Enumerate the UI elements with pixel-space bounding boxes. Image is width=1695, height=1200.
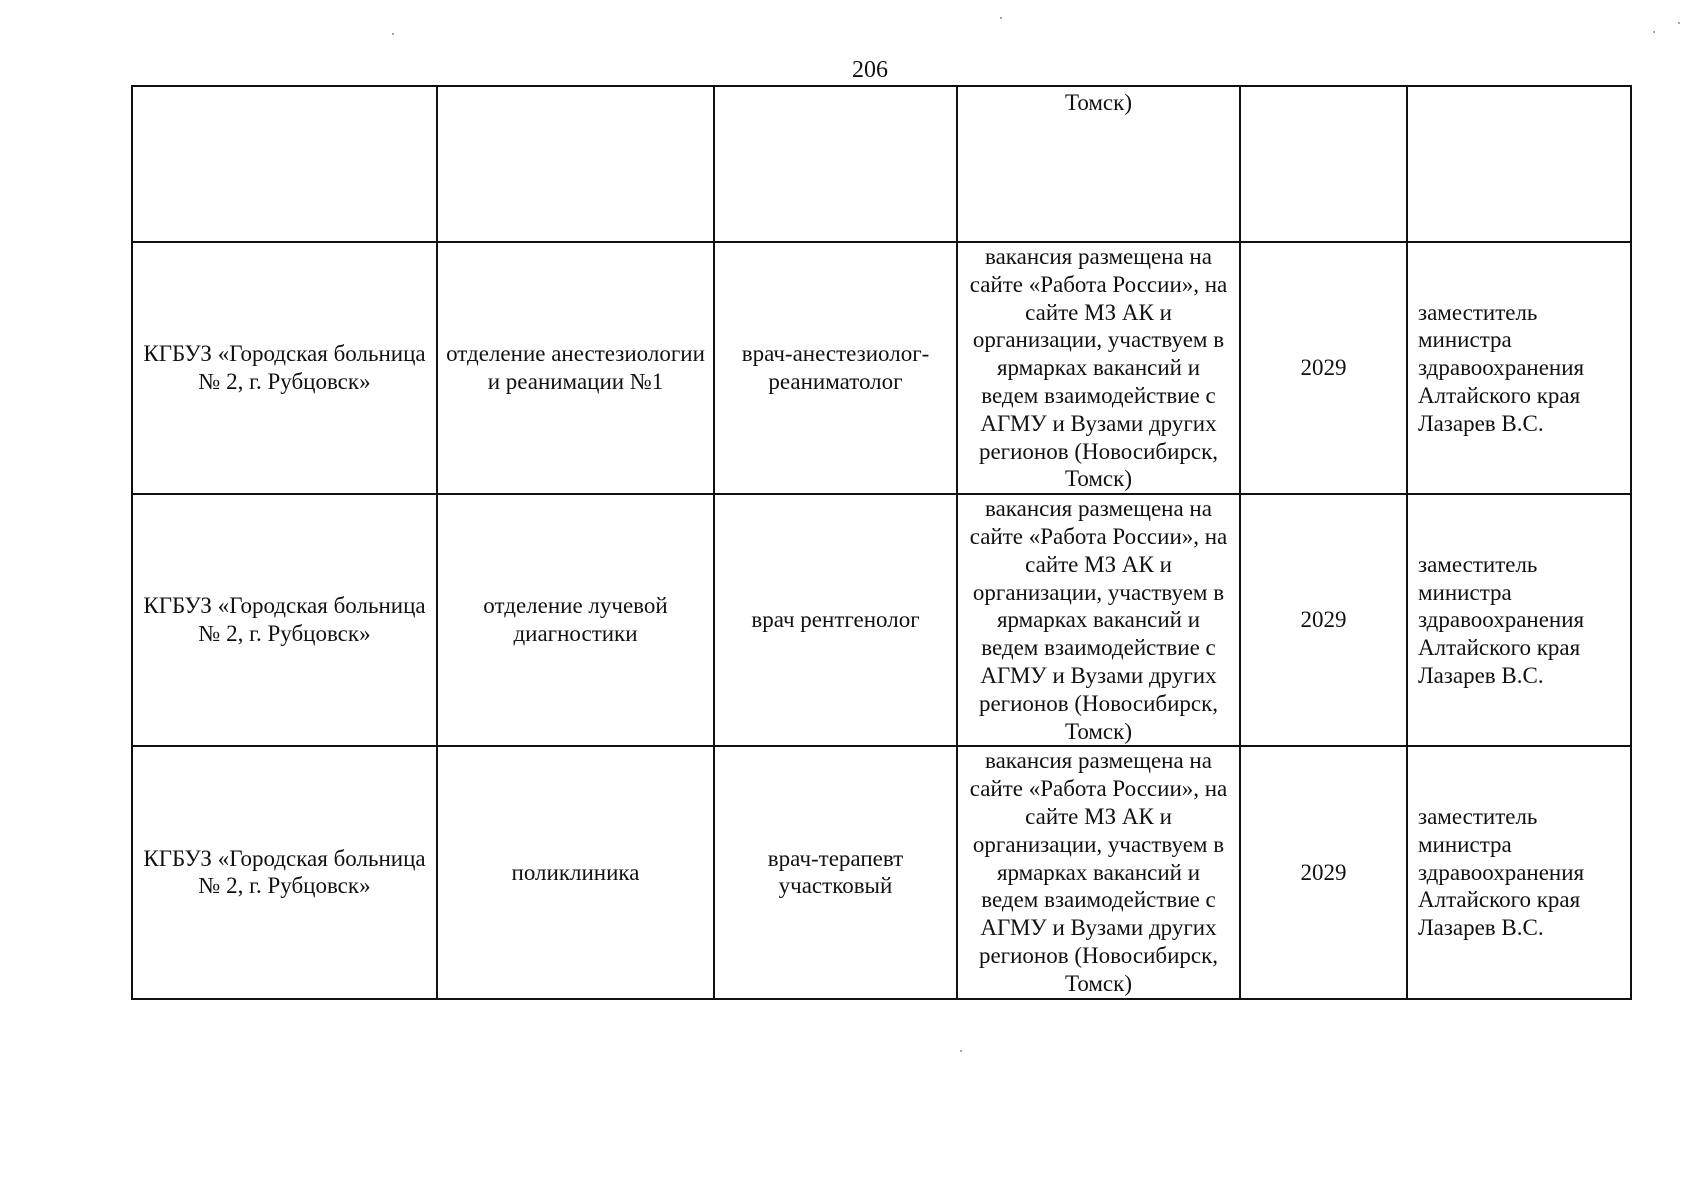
table-row: [132, 242, 1631, 494]
table-row-continuation: [132, 86, 1631, 242]
cell-position: [714, 86, 957, 242]
scan-speck: [1678, 22, 1680, 24]
cell-responsible: [1407, 86, 1631, 242]
scan-speck: [960, 1050, 962, 1052]
cell-department: [437, 86, 714, 242]
cell-measures: Томск): [957, 86, 1240, 242]
cell-measures: вакансия размещена на сайте «Работа России», на сайте МЗ АК и организации, участвуем в ярмарках вакансий и ведем взаимодействие с АГМУ и Вузами других регионов (Новосибирск, Томск): [957, 494, 1240, 746]
cell-department: поликлиника: [437, 746, 714, 998]
cell-position: врач-анестезиолог-реаниматолог: [714, 242, 957, 494]
table-row: [132, 746, 1631, 998]
cell-department: отделение анестезиологии и реанимации №1: [437, 242, 714, 494]
cell-position: врач-терапевт участковый: [714, 746, 957, 998]
scan-speck: [1000, 17, 1002, 19]
scan-speck: [1653, 31, 1655, 33]
cell-responsible: заместитель министра здравоохранения Алтайского края Лазарев В.С.: [1407, 746, 1631, 998]
table-row: [132, 494, 1631, 746]
cell-department: отделение лучевой диагностики: [437, 494, 714, 746]
cell-year: 2029: [1240, 746, 1407, 998]
cell-organization: КГБУЗ «Городская больница № 2, г. Рубцовск»: [132, 746, 437, 998]
cell-responsible: заместитель министра здравоохранения Алтайского края Лазарев В.С.: [1407, 494, 1631, 746]
scan-speck: [392, 33, 394, 35]
cell-organization: КГБУЗ «Городская больница № 2, г. Рубцовск»: [132, 242, 437, 494]
page-number: 206: [852, 57, 888, 83]
cell-measures: вакансия размещена на сайте «Работа России», на сайте МЗ АК и организации, участвуем в ярмарках вакансий и ведем взаимодействие с АГМУ и Вузами других регионов (Новосибирск, Томск): [957, 746, 1240, 998]
cell-responsible: заместитель министра здравоохранения Алтайского края Лазарев В.С.: [1407, 242, 1631, 494]
staffing-table: [131, 85, 1632, 1000]
cell-organization: КГБУЗ «Городская больница № 2, г. Рубцовск»: [132, 494, 437, 746]
cell-year: 2029: [1240, 242, 1407, 494]
cell-measures: вакансия размещена на сайте «Работа России», на сайте МЗ АК и организации, участвуем в ярмарках вакансий и ведем взаимодействие с АГМУ и Вузами других регионов (Новосибирск, Томск): [957, 242, 1240, 494]
cell-year: [1240, 86, 1407, 242]
cell-position: врач рентгенолог: [714, 494, 957, 746]
cell-year: 2029: [1240, 494, 1407, 746]
cell-organization: [132, 86, 437, 242]
